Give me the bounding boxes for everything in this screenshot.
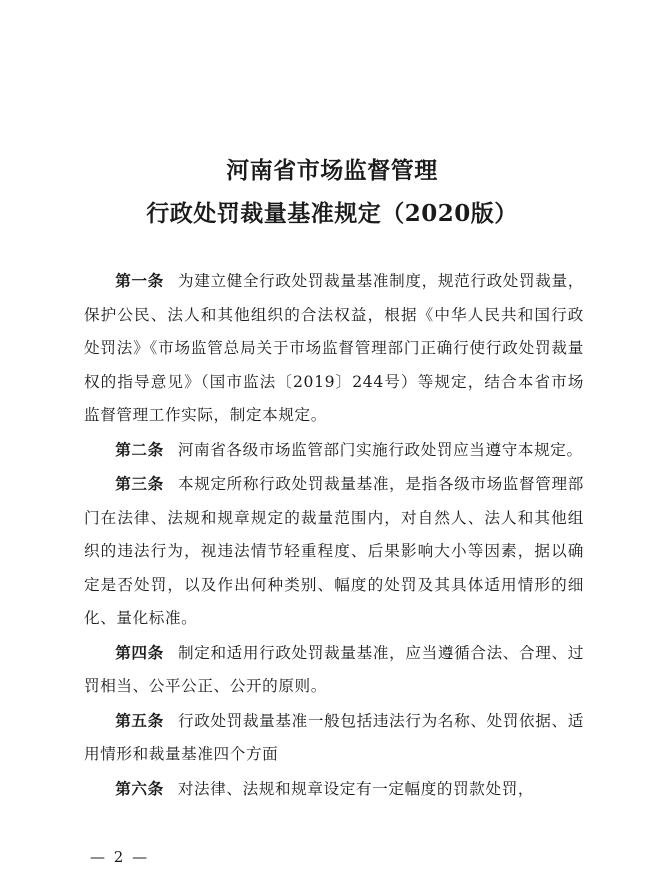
article-text: 制定和适用行政处罚裁量基准，应当遵循合法、合理、过罚相当、公平公正、公开的原则。	[84, 643, 584, 695]
document-body	[84, 264, 584, 806]
article-3	[84, 467, 584, 636]
article-5	[84, 704, 584, 772]
article-text: 为建立健全行政处罚裁量基准制度，规范行政处罚裁量，保护公民、法人和其他组织的合法权益，根据《中华人民共和国行政处罚法》《市场监管总局关于市场监督管理部门正确行使行政处罚裁量权的指导意见》（国市监法〔2019〕244号）等规定，结合本省市场监督管理工作实际，制定本规定。	[84, 272, 584, 424]
article-text: 河南省各级市场监管部门实施行政处罚应当遵守本规定。	[177, 440, 583, 459]
article-text: 本规定所称行政处罚裁量基准，是指各级市场监督管理部门在法律、法规和规章规定的裁量范围内，对自然人、法人和其他组织的违法行为，视违法情节轻重程度、后果影响大小等因素，据以确定是否处罚，以及作出何种类别、幅度的处罚及其具体适用情形的细化、量化标准。	[84, 475, 584, 627]
article-1	[84, 264, 584, 433]
document-title-line-1: 河南省市场监督管理	[226, 157, 438, 184]
page-number: — 2 —	[90, 848, 150, 866]
article-number: 第一条	[115, 271, 164, 290]
article-number: 第六条	[115, 778, 164, 798]
article-text: 行政处罚裁量基准一般包括违法行为名称、处罚依据、适用情形和裁量基准四个方面	[84, 711, 584, 763]
article-2	[84, 433, 584, 468]
article-4	[84, 636, 584, 704]
article-number: 第二条	[115, 439, 164, 459]
article-6	[84, 772, 584, 807]
article-number: 第四条	[115, 642, 164, 662]
article-number: 第五条	[115, 710, 164, 730]
article-number: 第三条	[115, 474, 164, 493]
article-text: 对法律、法规和规章设定有一定幅度的罚款处罚，	[177, 779, 535, 798]
document-title-line-2: 行政处罚裁量基准规定（2020版）	[146, 200, 518, 227]
